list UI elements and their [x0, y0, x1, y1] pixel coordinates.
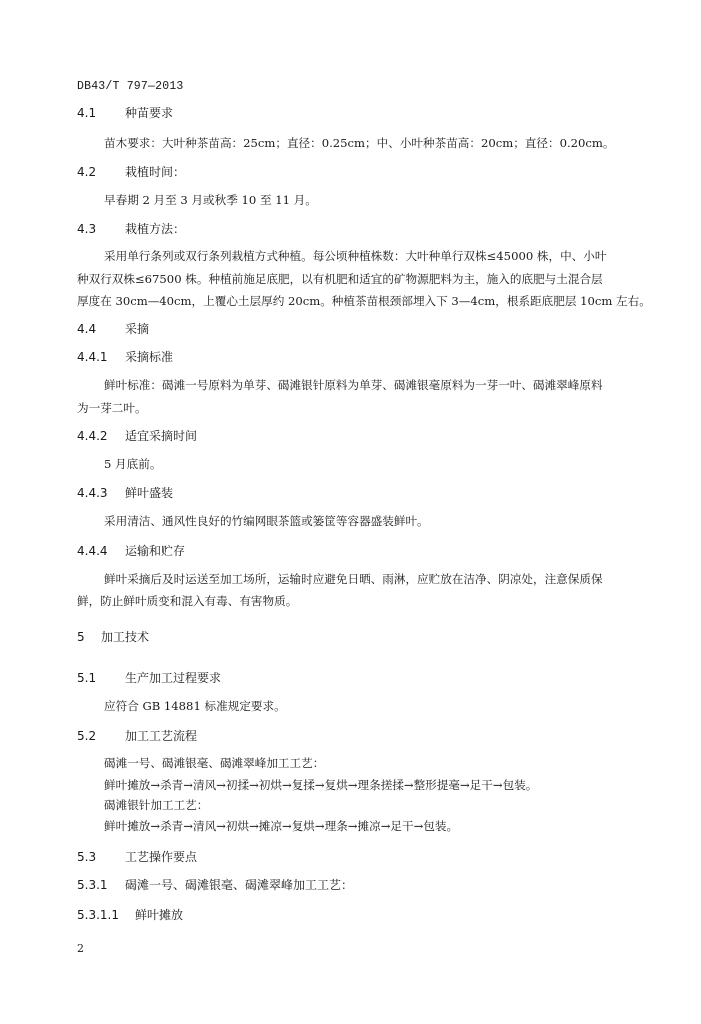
heading-title: 生产加工过程要求 — [125, 671, 222, 685]
heading-4-1 — [77, 105, 173, 121]
heading-number: 5 — [77, 630, 85, 644]
heading-title: 加工技术 — [101, 630, 150, 644]
document-code: DB43/T 797—2013 — [77, 80, 184, 93]
heading-number: 4.4.1 — [77, 350, 108, 364]
heading-number: 5.3.1.1 — [77, 908, 119, 922]
heading-5-1 — [77, 670, 221, 686]
heading-5-3 — [77, 849, 197, 865]
heading-number: 4.4.2 — [77, 429, 108, 443]
heading-number: 5.3.1 — [77, 878, 108, 892]
paragraph-line: 苗木要求：大叶种茶苗高：25cm；直径：0.25cm；中、小叶种茶苗高：20cm；直径：0.20cm。 — [104, 136, 615, 150]
heading-number: 4.2 — [77, 165, 97, 179]
heading-title: 适宜采摘时间 — [125, 429, 198, 443]
paragraph-line: 鲜叶摊放→杀青→清风→初揉→初烘→复揉→复烘→理条搓揉→整形提毫→足干→包装。 — [104, 778, 538, 792]
heading-number: 4.4 — [77, 322, 97, 336]
heading-4-4-1 — [77, 349, 173, 365]
paragraph-line: 种双行双株≤67500 株。种植前施足底肥，以有机肥和适宜的矿物源肥料为主，施入的底肥与土混合层 — [77, 272, 603, 286]
heading-title: 鲜叶盛装 — [125, 486, 174, 500]
heading-5-3-1-1 — [77, 907, 183, 923]
paragraph-line: 采用单行条列或双行条列栽植方式种植。每公顷种植株数：大叶种单行双株≤45000 株，中、小叶 — [104, 249, 607, 263]
heading-title: 采摘标准 — [125, 350, 174, 364]
paragraph-line: 鲜叶采摘后及时运送至加工场所，运输时应避免日晒、雨淋，应贮放在洁净、阴凉处，注意保质保 — [104, 572, 603, 586]
heading-title: 采摘 — [125, 322, 150, 336]
heading-title: 栽植时间： — [125, 165, 186, 179]
paragraph-line: 鲜叶标准：碣滩一号原料为单芽、碣滩银针原料为单芽、碣滩银毫原料为一芽一叶、碣滩翠峰原料 — [104, 378, 603, 392]
paragraph-line: 5 月底前。 — [104, 457, 162, 471]
paragraph-line: 碣滩一号、碣滩银毫、碣滩翠峰加工工艺： — [104, 756, 325, 770]
paragraph-line: 采用清洁、通风性良好的竹编网眼茶篮或篓筐等容器盛装鲜叶。 — [104, 514, 429, 528]
heading-5 — [77, 629, 149, 645]
heading-number: 5.3 — [77, 850, 97, 864]
paragraph-line: 应符合 GB 14881 标准规定要求。 — [104, 699, 286, 713]
heading-title: 碣滩一号、碣滩银毫、碣滩翠峰加工工艺： — [125, 878, 354, 892]
paragraph-line: 为一芽二叶。 — [77, 401, 147, 415]
page-number: 2 — [77, 942, 84, 955]
heading-4-4 — [77, 321, 149, 337]
heading-4-4-3 — [77, 485, 173, 501]
heading-4-4-4 — [77, 543, 185, 559]
heading-title: 鲜叶摊放 — [135, 908, 184, 922]
heading-title: 加工工艺流程 — [125, 729, 198, 743]
heading-5-2 — [77, 728, 197, 744]
paragraph-line: 碣滩银针加工工艺： — [104, 798, 209, 812]
paragraph-line: 早春期 2 月至 3 月或秋季 10 至 11 月。 — [104, 193, 317, 207]
heading-number: 5.2 — [77, 729, 97, 743]
heading-4-2 — [77, 164, 185, 180]
heading-title: 种苗要求 — [125, 106, 174, 120]
heading-title: 工艺操作要点 — [125, 850, 198, 864]
heading-number: 5.1 — [77, 671, 97, 685]
paragraph-line: 鲜，防止鲜叶质变和混入有毒、有害物质。 — [77, 594, 298, 608]
heading-number: 4.1 — [77, 106, 97, 120]
heading-number: 4.4.3 — [77, 486, 108, 500]
heading-5-3-1 — [77, 877, 353, 893]
heading-4-3 — [77, 221, 185, 237]
heading-number: 4.4.4 — [77, 544, 108, 558]
heading-4-4-2 — [77, 428, 197, 444]
paragraph-line: 厚度在 30cm—40cm，上覆心土层厚约 20cm。种植茶苗根颈部埋入下 3—4cm，根系距底肥层 10cm 左右。 — [77, 294, 651, 308]
paragraph-line: 鲜叶摊放→杀青→清风→初烘→摊凉→复烘→理条→摊凉→足干→包装。 — [104, 819, 459, 833]
heading-number: 4.3 — [77, 222, 97, 236]
heading-title: 栽植方法： — [125, 222, 186, 236]
heading-title: 运输和贮存 — [125, 544, 186, 558]
